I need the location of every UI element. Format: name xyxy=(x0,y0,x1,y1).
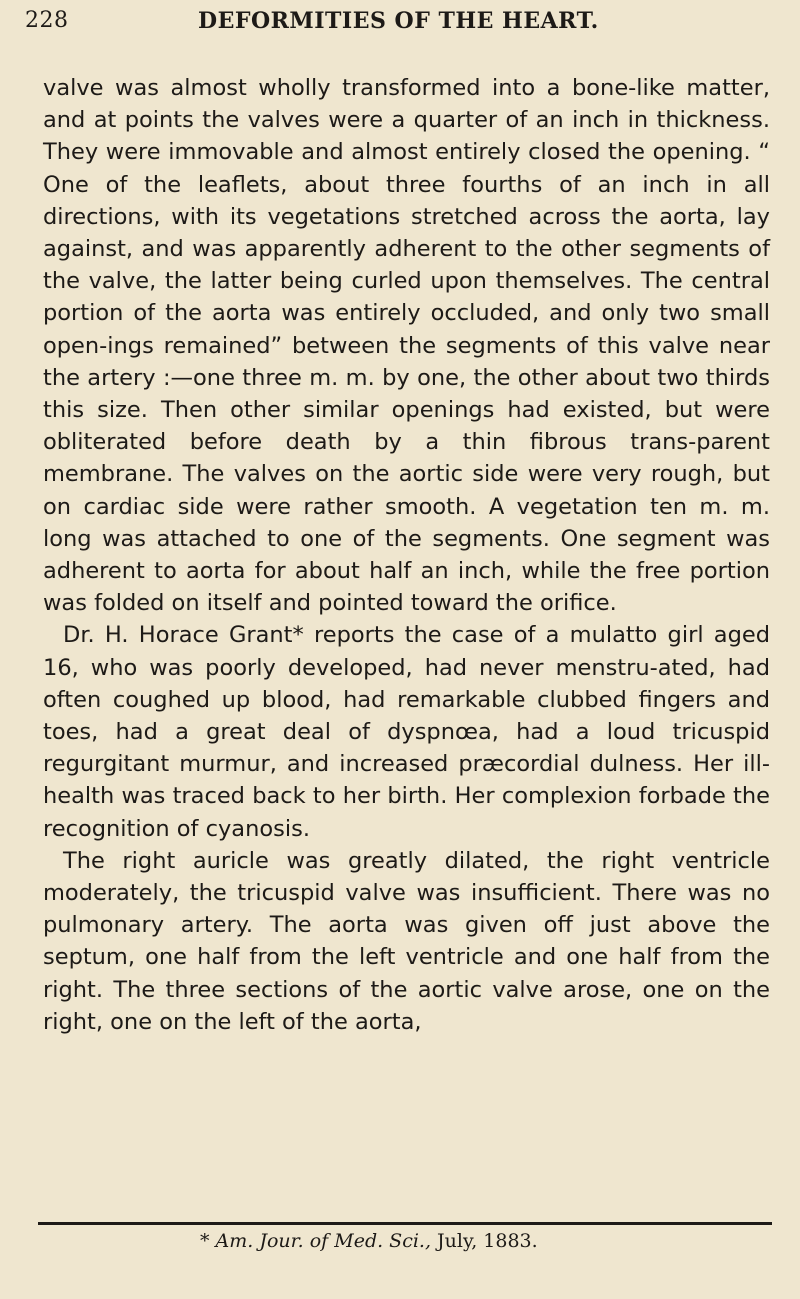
footnote-journal: Am. Jour. of Med. Sci., xyxy=(215,1230,431,1252)
footnote-divider xyxy=(38,1222,772,1225)
paragraph: Dr. H. Horace Grant* reports the case of a mulatto girl aged 16, who was poorly developed, had never menstru-ated, had often coughed up blood, had remarkable clubbed fingers and toes, had a great deal of dyspnœa, had a loud tricuspid regurgitant murmur, and increased præcordial dulness. Her ill-health was traced back to her birth. Her complexion forbade the recognition of cyanosis. xyxy=(43,622,770,842)
paragraph: valve was almost wholly transformed into a bone-like matter, and at points the valves were a quarter of an inch in thickness. They were immovable and almost entirely closed the opening. “ One of the leaflets, about three fourths of an inch in all directions, with its vegetations stretched across the aorta, lay against, and was apparently adherent to the other segments of the valve, the latter being curled upon themselves. The central portion of the aorta was entirely occluded, and only two small open-ings remained” between the segments of this valve near the artery :—one three m. m. by one, the other about two thirds this size. Then other similar openings had existed, but were obliterated before death by a thin fibrous trans-parent membrane. The valves on the aortic side were very rough, but on cardiac side were rather smooth. A vegetation ten m. m. long was attached to one of the segments. One segment was adherent to aorta for about half an inch, while the free portion was folded on itself and pointed toward the orifice. xyxy=(43,75,770,617)
page-header xyxy=(25,6,765,36)
running-title: DEFORMITIES OF THE HEART. xyxy=(198,8,599,34)
footnote-date: July, 1883. xyxy=(437,1230,538,1252)
footnote-marker: * xyxy=(200,1230,210,1252)
body-text xyxy=(43,72,770,1038)
paragraph: The right auricle was greatly dilated, the right ventricle moderately, the tricuspid valve was insufficient. There was no pulmonary artery. The aorta was given off just above the septum, one half from the left ventricle and one half from the right. The three sections of the aortic valve arose, one on the right, one on the left of the aorta, xyxy=(43,847,770,1035)
footnote xyxy=(200,1230,700,1252)
page-number: 228 xyxy=(25,8,69,33)
